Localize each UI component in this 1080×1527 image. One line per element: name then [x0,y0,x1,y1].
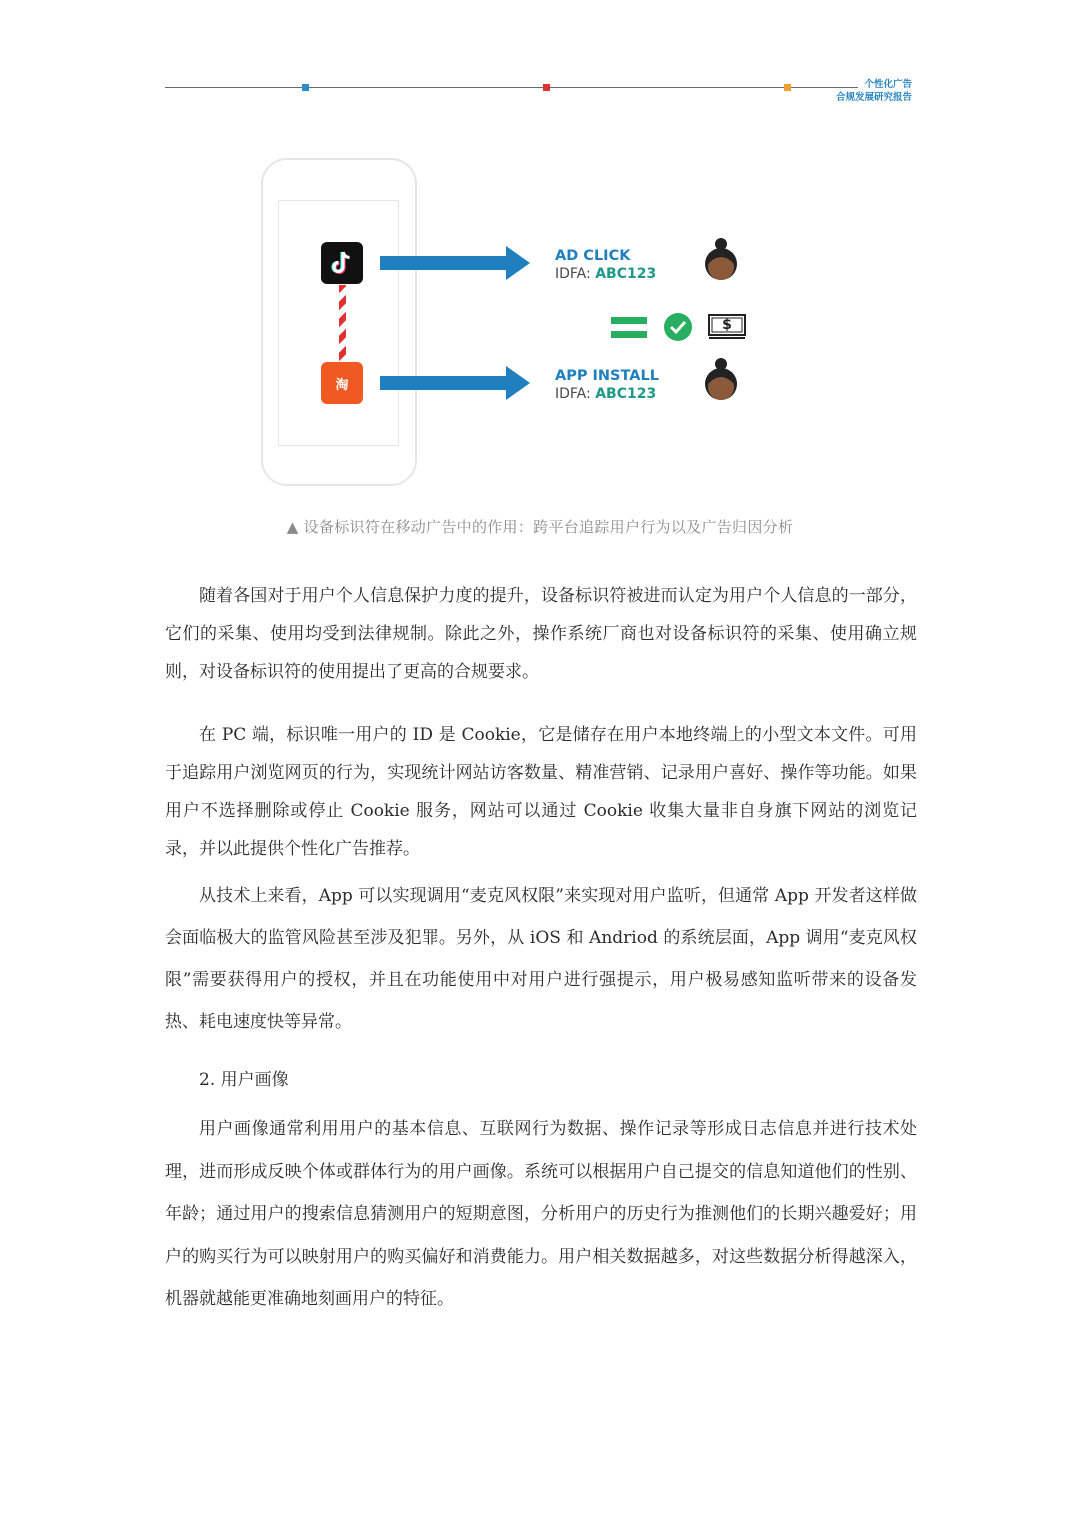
person-icon [703,357,739,405]
paragraph-user-profile [165,1108,917,1321]
section-heading-user-profile [165,1060,917,1100]
paragraph-text: 随着各国对于用户个人信息保护力度的提升，设备标识符被进而认定为用户个人信息的一部分，它们的采集、使用均受到法律规制。除此之外，操作系统厂商也对设备标识符的采集、使用确立规则，对设备标识符的使用提出了更高的合规要求。 [165,586,917,682]
ad-click-title: AD CLICK [555,248,631,264]
header-rule [165,87,858,88]
app-install-title: APP INSTALL [555,368,659,384]
person-icon [703,237,739,285]
header-marker-red [543,84,550,91]
header-marker-blue [302,84,309,91]
report-title [836,78,912,104]
check-icon [663,312,693,342]
device-identifier-figure [255,155,775,495]
app-install-idfa [555,385,659,403]
paragraph-text: 从技术上来看，App 可以实现调用“麦克风权限”来实现对用户监听，但通常 App 开发者这样做会面临极大的监管风险甚至涉及犯罪。另外，从 iOS 和 Andriod 的系统层面，App 调用“麦克风权限”需要获得用户的授权，并且在功能使用中对用户进行强提示，用户极易感知监听带来的设备发热、耗电速度快等异常。 [165,886,917,1032]
idfa-prefix: IDFA: [555,386,596,402]
arrow-right-icon [380,366,530,400]
money-glyph: $ [722,317,732,333]
paragraph-cookie [165,716,917,868]
app-install-label [555,367,659,403]
section-heading: 2. 用户画像 [199,1070,289,1090]
paragraph-text: 用户画像通常利用用户的基本信息、互联网行为数据、操作记录等形成日志信息并进行技术处理，进而形成反映个体或群体行为的用户画像。系统可以根据用户自己提交的信息知道他们的性别、年龄；通过用户的搜索信息猜测用户的短期意图，分析用户的历史行为推测他们的长期兴趣爱好；用户的购买行为可以映射用户的购买偏好和消费能力。用户相关数据越多，对这些数据分析得越深入，机器就越能更准确地刻画用户的特征。 [165,1119,917,1309]
money-icon [707,313,747,341]
ad-click-label [555,247,656,283]
report-title-line1: 个性化广告 [864,79,912,90]
paragraph-microphone [165,875,917,1043]
taobao-icon [321,362,363,404]
cross-app-link [339,285,346,362]
equals-icon [611,315,647,341]
tiktok-icon [321,242,363,284]
idfa-value: ABC123 [595,266,657,282]
header-marker-orange [784,84,791,91]
arrow-right-icon [380,246,530,280]
tiktok-note-icon [330,250,354,276]
figure-caption: ▲ 设备标识符在移动广告中的作用：跨平台追踪用户行为以及广告归因分析 [286,518,794,536]
idfa-value: ABC123 [595,386,657,402]
idfa-prefix: IDFA: [555,266,596,282]
taobao-glyph: 淘 [335,377,349,393]
ad-click-idfa [555,265,656,283]
paragraph-text: 在 PC 端，标识唯一用户的 ID 是 Cookie，它是储存在用户本地终端上的小型文本文件。可用于追踪用户浏览网页的行为，实现统计网站访客数量、精准营销、记录用户喜好、操作等功能。如果用户不选择删除或停止 Cookie 服务，网站可以通过 Cookie 收集大量非自身旗下网站的浏览记录，并以此提供个性化广告推荐。 [165,725,917,859]
report-title-line2: 合规发展研究报告 [835,92,912,103]
paragraph-identifier-regulation [165,577,917,691]
